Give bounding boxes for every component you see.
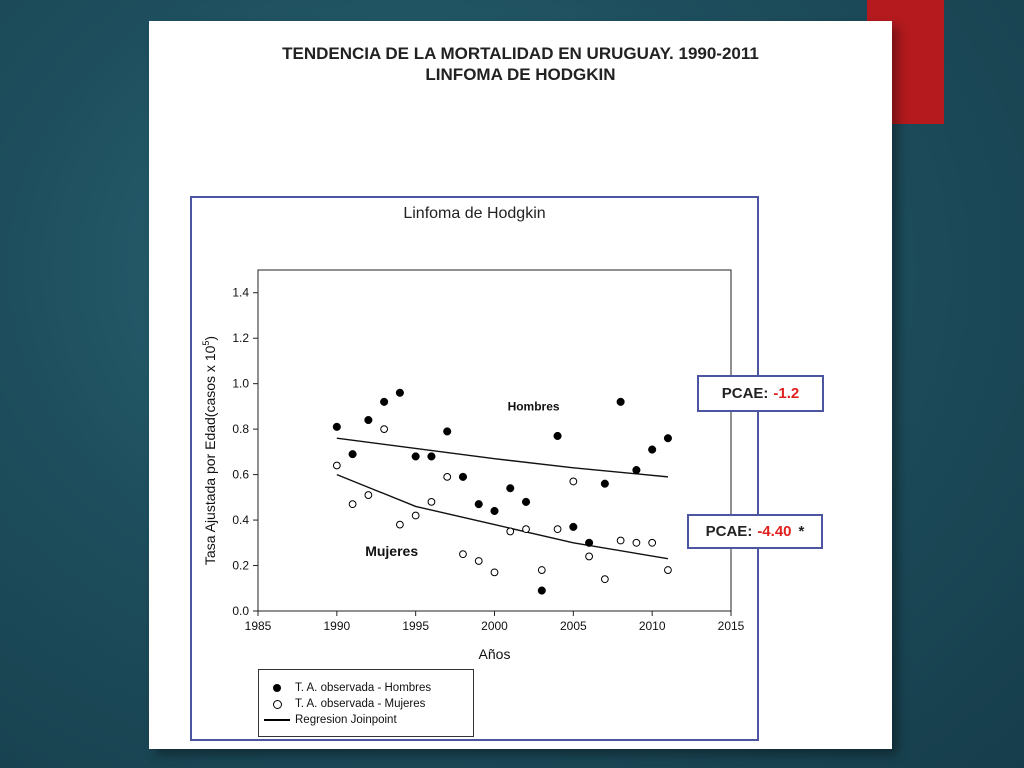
data-point-mujeres — [570, 478, 577, 485]
data-point-hombres — [585, 539, 593, 547]
data-point-mujeres — [665, 567, 672, 574]
data-point-mujeres — [475, 558, 482, 565]
data-point-hombres — [365, 416, 373, 424]
data-point-hombres — [538, 587, 546, 595]
annotation-hombres: Hombres — [507, 399, 560, 414]
data-point-hombres — [443, 428, 451, 436]
data-point-mujeres — [333, 462, 340, 469]
x-tick-label: 2000 — [481, 619, 508, 633]
x-tick-label: 1985 — [244, 619, 272, 633]
y-tick-label: 0.8 — [232, 422, 249, 437]
chart-title: Linfoma de Hodgkin — [403, 205, 546, 222]
data-point-hombres — [459, 473, 467, 481]
open-dot-marker — [273, 700, 282, 709]
x-tick-label: 2005 — [559, 619, 587, 633]
legend-item — [259, 712, 473, 728]
data-point-mujeres — [444, 473, 451, 480]
data-point-hombres — [506, 484, 514, 492]
data-point-mujeres — [397, 521, 404, 528]
data-point-hombres — [412, 453, 420, 461]
filled-dot-marker — [273, 684, 281, 692]
data-point-mujeres — [586, 553, 593, 560]
y-tick-label: 1.4 — [232, 285, 249, 300]
data-point-mujeres — [538, 567, 545, 574]
data-point-hombres — [601, 480, 609, 488]
x-tick-label: 2015 — [717, 619, 745, 633]
legend-label: T. A. observada - Hombres — [295, 682, 432, 694]
data-point-hombres — [664, 434, 672, 442]
data-point-hombres — [349, 450, 357, 458]
data-point-hombres — [475, 500, 483, 508]
data-point-mujeres — [381, 426, 388, 433]
line-marker — [264, 719, 290, 720]
y-tick-label: 0.2 — [232, 558, 249, 573]
data-point-hombres — [554, 432, 562, 440]
pcae-box-hombres — [697, 375, 824, 412]
significance-star: * — [798, 523, 805, 540]
data-point-mujeres — [412, 512, 419, 519]
y-tick-label: 1.0 — [232, 376, 249, 391]
data-point-mujeres — [365, 492, 372, 499]
slide-title-line1: TENDENCIA DE LA MORTALIDAD EN URUGUAY. 1990-2011 — [282, 44, 759, 63]
data-point-hombres — [380, 398, 388, 406]
data-point-mujeres — [349, 501, 356, 508]
x-tick-label: 1990 — [323, 619, 351, 633]
data-point-hombres — [648, 446, 656, 454]
data-point-mujeres — [491, 569, 498, 576]
x-axis-label: Años — [478, 646, 511, 662]
legend-label: T. A. observada - Mujeres — [295, 698, 426, 710]
data-point-mujeres — [601, 576, 608, 583]
data-point-mujeres — [460, 551, 467, 558]
y-tick-label: 0.6 — [232, 467, 249, 482]
data-point-mujeres — [649, 539, 656, 546]
pcae-box-mujeres — [687, 514, 823, 549]
data-point-mujeres — [507, 528, 514, 535]
data-point-hombres — [491, 507, 499, 515]
y-tick-label: 0.4 — [232, 513, 249, 528]
data-point-hombres — [333, 423, 341, 431]
data-point-hombres — [617, 398, 625, 406]
data-point-hombres — [570, 523, 578, 531]
pcae-label: PCAE: — [721, 385, 769, 402]
legend-item — [259, 696, 473, 712]
slide-title-line2: LINFOMA DE HODGKIN — [425, 65, 616, 84]
data-point-hombres — [522, 498, 530, 506]
data-point-mujeres — [554, 526, 561, 533]
y-axis-label: Tasa Ajustada por Edad(casos x $10^5$) — [201, 335, 218, 566]
x-tick-label: 1995 — [402, 619, 430, 633]
data-point-hombres — [396, 389, 404, 397]
legend-item — [259, 680, 473, 696]
annotation-mujeres: Mujeres — [365, 542, 419, 559]
data-point-mujeres — [617, 537, 624, 544]
data-point-hombres — [633, 466, 641, 474]
y-tick-label: 0.0 — [232, 604, 249, 618]
pcae-value: -1.2 — [773, 385, 800, 402]
x-tick-label: 2010 — [638, 619, 666, 633]
y-tick-label: 1.2 — [232, 331, 249, 346]
data-point-mujeres — [523, 526, 530, 533]
data-point-mujeres — [428, 498, 435, 505]
pcae-label: PCAE: — [705, 523, 753, 540]
data-point-mujeres — [633, 539, 640, 546]
legend-label: Regresion Joinpoint — [295, 714, 397, 726]
chart-legend — [258, 669, 474, 737]
plot-area — [258, 270, 731, 611]
regression-line-hombres — [337, 438, 668, 477]
pcae-value: -4.40 — [757, 523, 792, 540]
data-point-hombres — [428, 453, 436, 461]
